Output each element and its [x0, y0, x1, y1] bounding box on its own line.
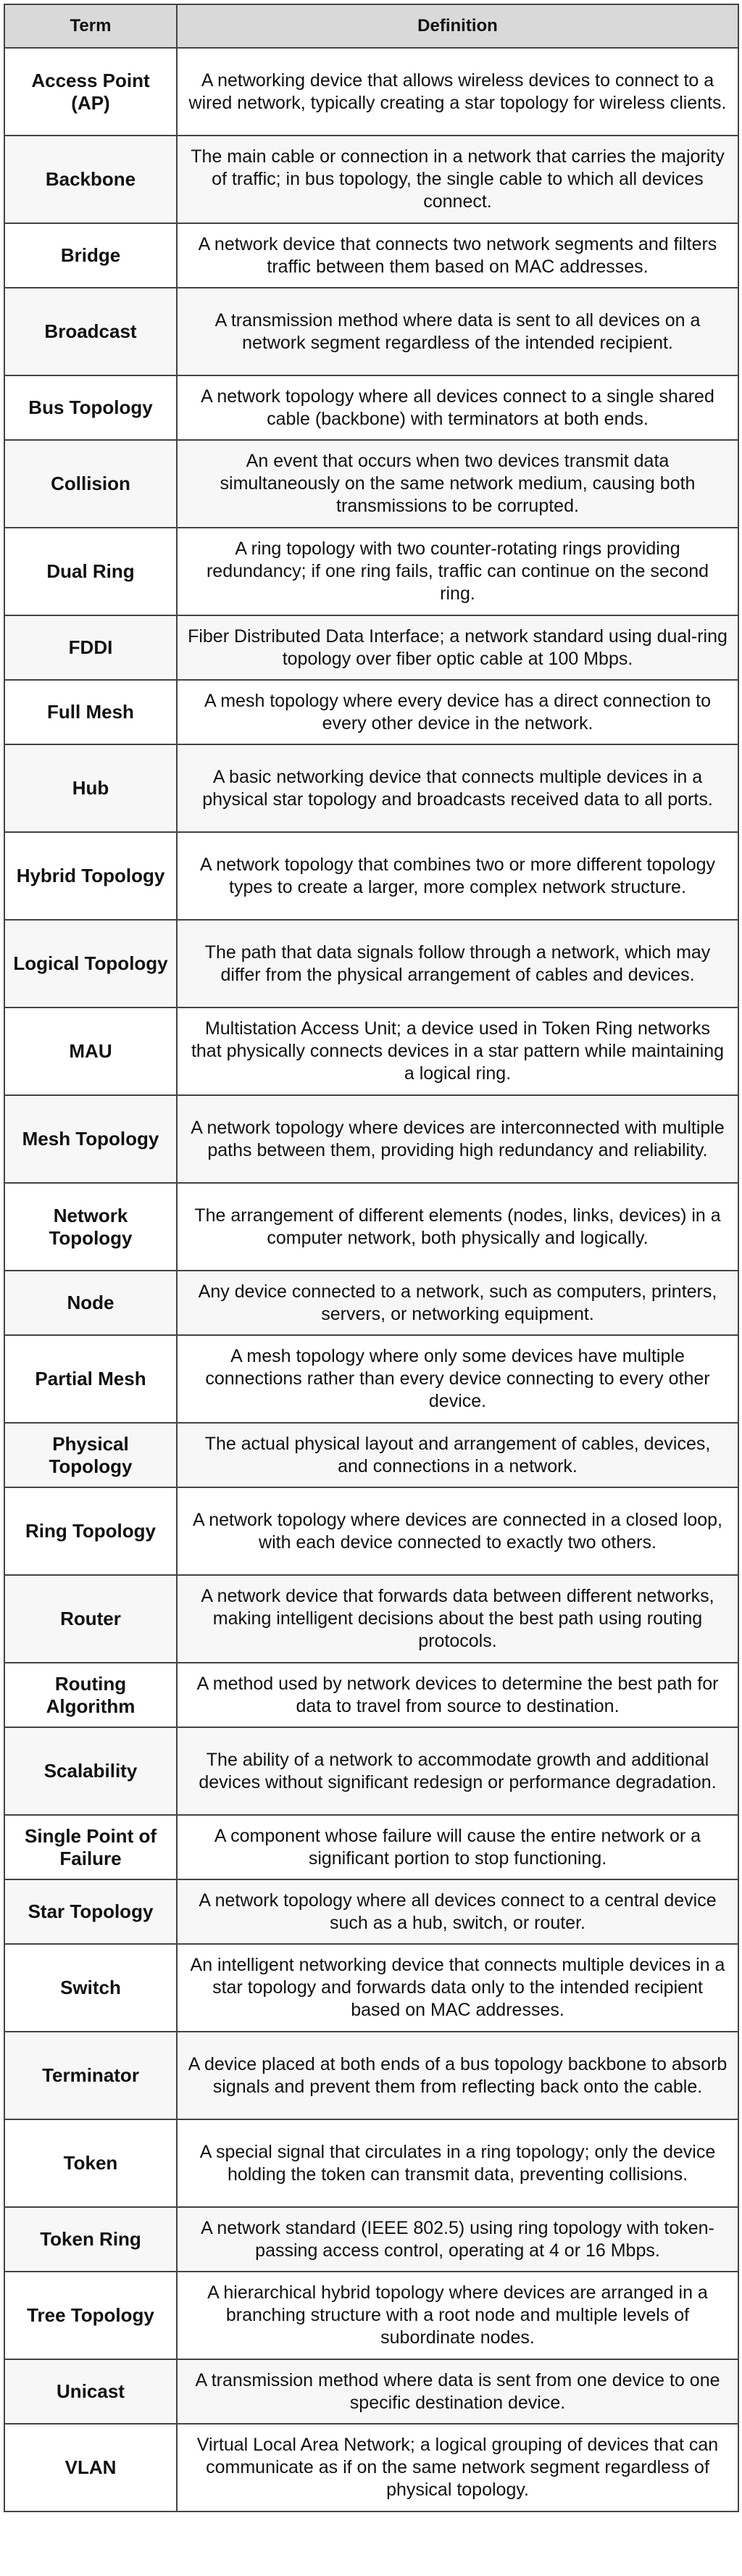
table-row: [4, 1095, 738, 1183]
term-cell: FDDI: [4, 615, 177, 680]
term-cell: Tree Topology: [4, 2272, 177, 2359]
term-cell: Dual Ring: [4, 528, 177, 615]
table-row: [4, 2359, 738, 2424]
term-cell: Router: [4, 1575, 177, 1663]
table-row: [4, 1575, 738, 1663]
table-row: [4, 223, 738, 288]
table-row: [4, 136, 738, 223]
definition-cell: The ability of a network to accommodate growth and additional devices without significant redesign or performance degradation.: [177, 1727, 738, 1815]
table-row: [4, 1335, 738, 1423]
table-row: [4, 440, 738, 528]
term-cell: Hybrid Topology: [4, 832, 177, 920]
table-row: [4, 832, 738, 920]
term-cell: Partial Mesh: [4, 1335, 177, 1423]
definition-cell: A transmission method where data is sent to all devices on a network segment regardless of the intended recipient.: [177, 288, 738, 375]
term-cell: Node: [4, 1271, 177, 1335]
term-cell: Star Topology: [4, 1879, 177, 1944]
table-row: [4, 1879, 738, 1944]
table-row: [4, 1271, 738, 1335]
glossary-table: [4, 4, 739, 2512]
table-body: [4, 48, 738, 2511]
term-cell: Token Ring: [4, 2207, 177, 2272]
table-row: [4, 2119, 738, 2207]
definition-cell: Fiber Distributed Data Interface; a network standard using dual-ring topology over fiber optic cable at 100 Mbps.: [177, 615, 738, 680]
definition-cell: Multistation Access Unit; a device used in Token Ring networks that physically connects devices in a star pattern while maintaining a logical ring.: [177, 1007, 738, 1095]
term-cell: Broadcast: [4, 288, 177, 375]
term-cell: Full Mesh: [4, 680, 177, 744]
term-cell: Network Topology: [4, 1183, 177, 1271]
header-term: Term: [4, 4, 177, 48]
header-row: [4, 4, 738, 48]
definition-cell: An event that occurs when two devices transmit data simultaneously on the same network medium, causing both transmissions to be corrupted.: [177, 440, 738, 528]
term-cell: Single Point of Failure: [4, 1815, 177, 1879]
term-cell: Ring Topology: [4, 1487, 177, 1575]
definition-cell: A network topology where all devices connect to a single shared cable (backbone) with terminators at both ends.: [177, 375, 738, 440]
definition-cell: A network topology where devices are interconnected with multiple paths between them, providing high redundancy and reliability.: [177, 1095, 738, 1183]
definition-cell: A networking device that allows wireless devices to connect to a wired network, typically creating a star topology for wireless clients.: [177, 48, 738, 136]
term-cell: Bus Topology: [4, 375, 177, 440]
definition-cell: A network device that forwards data between different networks, making intelligent decisions about the best path using routing protocols.: [177, 1575, 738, 1663]
table-row: [4, 1663, 738, 1727]
table-row: [4, 2207, 738, 2272]
definition-cell: The path that data signals follow through a network, which may differ from the physical arrangement of cables and devices.: [177, 920, 738, 1007]
definition-cell: A network topology where devices are connected in a closed loop, with each device connected to exactly two others.: [177, 1487, 738, 1575]
table-row: [4, 375, 738, 440]
definition-cell: A network standard (IEEE 802.5) using ring topology with token-passing access control, operating at 4 or 16 Mbps.: [177, 2207, 738, 2272]
term-cell: Physical Topology: [4, 1423, 177, 1487]
table-row: [4, 1423, 738, 1487]
definition-cell: Any device connected to a network, such as computers, printers, servers, or networking equipment.: [177, 1271, 738, 1335]
definition-cell: A method used by network devices to determine the best path for data to travel from source to destination.: [177, 1663, 738, 1727]
term-cell: Routing Algorithm: [4, 1663, 177, 1727]
table-row: [4, 2424, 738, 2511]
definition-cell: A mesh topology where only some devices have multiple connections rather than every device connecting to every other device.: [177, 1335, 738, 1423]
table-row: [4, 2272, 738, 2359]
term-cell: Logical Topology: [4, 920, 177, 1007]
definition-cell: A transmission method where data is sent from one device to one specific destination device.: [177, 2359, 738, 2424]
term-cell: Token: [4, 2119, 177, 2207]
definition-cell: A special signal that circulates in a ring topology; only the device holding the token can transmit data, preventing collisions.: [177, 2119, 738, 2207]
term-cell: Hub: [4, 744, 177, 832]
term-cell: Collision: [4, 440, 177, 528]
definition-cell: A network device that connects two network segments and filters traffic between them based on MAC addresses.: [177, 223, 738, 288]
definition-cell: An intelligent networking device that connects multiple devices in a star topology and forwards data only to the intended recipient based on MAC addresses.: [177, 1944, 738, 2032]
table-row: [4, 2032, 738, 2119]
table-row: [4, 528, 738, 615]
term-cell: Bridge: [4, 223, 177, 288]
definition-cell: A mesh topology where every device has a direct connection to every other device in the network.: [177, 680, 738, 744]
term-cell: Terminator: [4, 2032, 177, 2119]
table-row: [4, 920, 738, 1007]
table-row: [4, 680, 738, 744]
table-row: [4, 1007, 738, 1095]
table-row: [4, 1487, 738, 1575]
definition-cell: Virtual Local Area Network; a logical grouping of devices that can communicate as if on the same network segment regardless of physical topology.: [177, 2424, 738, 2511]
term-cell: Mesh Topology: [4, 1095, 177, 1183]
table-row: [4, 1944, 738, 2032]
definition-cell: A hierarchical hybrid topology where devices are arranged in a branching structure with a root node and multiple levels of subordinate nodes.: [177, 2272, 738, 2359]
term-cell: Access Point (AP): [4, 48, 177, 136]
term-cell: Switch: [4, 1944, 177, 2032]
table-row: [4, 1815, 738, 1879]
definition-cell: A network topology where all devices connect to a central device such as a hub, switch, or router.: [177, 1879, 738, 1944]
definition-cell: A network topology that combines two or more different topology types to create a larger, more complex network structure.: [177, 832, 738, 920]
term-cell: Unicast: [4, 2359, 177, 2424]
table-row: [4, 288, 738, 375]
table-row: [4, 744, 738, 832]
definition-cell: A ring topology with two counter-rotating rings providing redundancy; if one ring fails, traffic can continue on the second ring.: [177, 528, 738, 615]
table-row: [4, 615, 738, 680]
definition-cell: A device placed at both ends of a bus topology backbone to absorb signals and prevent them from reflecting back onto the cable.: [177, 2032, 738, 2119]
definition-cell: The main cable or connection in a network that carries the majority of traffic; in bus topology, the single cable to which all devices connect.: [177, 136, 738, 223]
definition-cell: A component whose failure will cause the entire network or a significant portion to stop functioning.: [177, 1815, 738, 1879]
definition-cell: The actual physical layout and arrangement of cables, devices, and connections in a network.: [177, 1423, 738, 1487]
term-cell: MAU: [4, 1007, 177, 1095]
term-cell: Backbone: [4, 136, 177, 223]
term-cell: VLAN: [4, 2424, 177, 2511]
definition-cell: The arrangement of different elements (nodes, links, devices) in a computer network, both physically and logically.: [177, 1183, 738, 1271]
term-cell: Scalability: [4, 1727, 177, 1815]
definition-cell: A basic networking device that connects multiple devices in a physical star topology and broadcasts received data to all ports.: [177, 744, 738, 832]
table-row: [4, 1727, 738, 1815]
table-header: [4, 4, 738, 48]
table-row: [4, 1183, 738, 1271]
header-definition: Definition: [177, 4, 738, 48]
table-row: [4, 48, 738, 136]
